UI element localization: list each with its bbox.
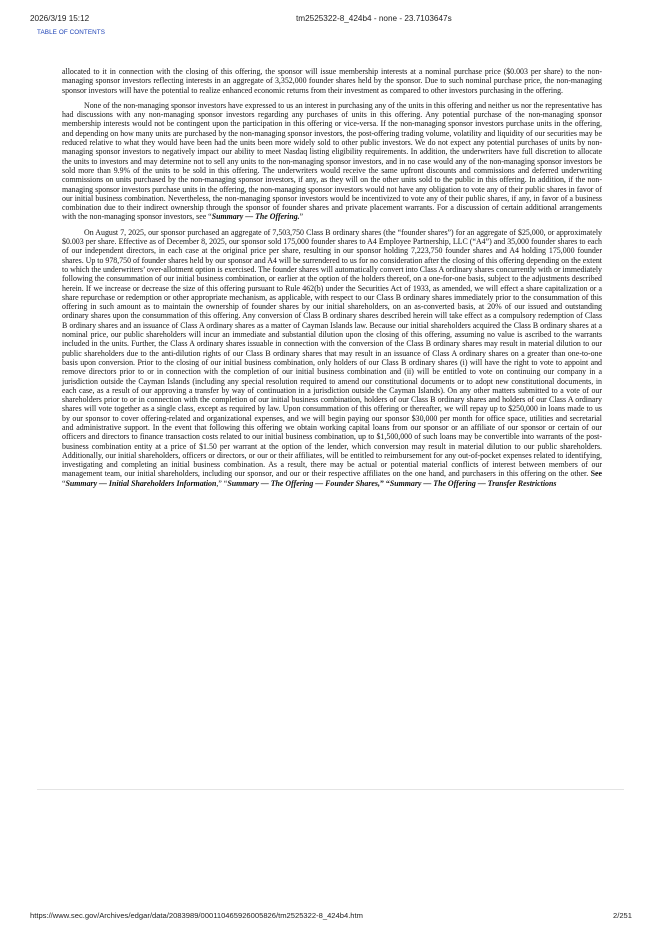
quote-open-1: “ <box>62 478 66 488</box>
browser-print-header <box>0 14 662 28</box>
page-number: 2/251 <box>612 911 632 920</box>
paragraph-2-close-quote: ” <box>299 212 304 222</box>
quote-separator-1: ,” “ <box>216 478 228 488</box>
table-of-contents-link[interactable]: TABLE OF CONTENTS <box>37 29 106 36</box>
paragraph-2-text: None of the non-managing sponsor investors have expressed to us an interest in purchasing any of the units in this offering and neither us nor the representative has had discussions with any non-managing sponsor investors regarding any purchases of units in this offering. Any potential purchase of the non-managing sponsor membership interests would not be contingent upon the participation in this offering or vice-versa. If the non-managing sponsor investors purchase units in the offering, and depending on how many units are purchased by the non-managing sponsor investors, the post-offering trading volume, volatility and liquidity of our securities may be reduced relative to what they would have been had the units been more widely sold to other public investors. We do not expect any potential purchases of units by non-managing sponsor investors to negatively impact our ability to meet Nasdaq listing eligibility requirements. In addition, the underwriters have full discretion to allocate the units to investors and may determine not to sell any units to the non-managing sponsor investors, and in no case would any of the non-managing sponsor investors be sold more than 9.9% of the units to be sold in this offering. The underwriters would receive the same upfront discounts and commissions and deferred underwriting commissions on units purchased by the non-managing sponsor investors, if any, as they will on the other units sold to the public in this offering. In addition, if the non-managing sponsor investors purchase units in the offering, the non-managing sponsor investors would not have any obligation to vote any of their public shares in favor of our initial business combination. Nevertheless, the non-managing sponsor investors would be incentivized to vote any of their public shares, if any, in favor of a business combination due to their indirect ownership through the sponsor of founder shares and private placement warrants. For a discussion of certain additional arrangements with the non-managing sponsor investors, see “ <box>62 100 602 222</box>
document-body <box>62 67 602 494</box>
print-doc-title: tm2525322-8_424b4 - none - 23.7103647s <box>296 14 452 23</box>
browser-print-footer <box>0 911 662 923</box>
paragraph-3-text: On August 7, 2025, our sponsor purchased an aggregate of 7,503,750 Class B ordinary shares (the “founder shares”) for an aggregate of $25,000, or approximately $0.003 per share. Effective as of December 8, 2025, our sponsor sold 175,000 founder shares to A4 Employee Partnership, LLC (“A4”) and 35,000 founder shares to each of our independent directors, in each case at the original price per share, resulting in our sponsor holding 7,223,750 founder shares and A4 holding 175,000 founder shares. Up to 978,750 of founder shares held by our sponsor and A4 will be surrendered to us for no consideration after the closing of this offering depending on the extent to which the underwriters’ over-allotment option is exercised. The founder shares will automatically convert into Class A ordinary shares concurrently with or immediately following the consummation of our initial business combination, or earlier at the option of the holders thereof, on a one-for-one basis, subject to the adjustments described herein. If we increase or decrease the size of this offering pursuant to Rule 462(b) under the Securities Act of 1933, as amended, we will effect a share capitalization or a share repurchase or redemption or other appropriate mechanism, as applicable, with respect to our Class B ordinary shares immediately prior to the consummation of this offering in such amount as to maintain the ownership of founder shares by our initial shareholders, on an as-converted basis, at 20% of our issued and outstanding ordinary shares upon the consummation of this offering. Any conversion of Class B ordinary shares described herein will take effect as a compulsory redemption of Class B ordinary shares and an issuance of Class A ordinary shares as a matter of Cayman Islands law. Because our initial shareholders acquired the Class B ordinary shares at a nominal price, our public shareholders will incur an immediate and substantial dilution upon the closing of this offering, assuming no value is ascribed to the warrants included in the units. Further, the Class A ordinary shares issuable in connection with the conversion of the Class B ordinary shares may result in material dilution to our public shareholders due to the anti-dilution rights of our Class B ordinary shares that may result in an issuance of Class A ordinary shares on a greater than one-to-one basis upon conversion. Prior to the closing of our initial business combination, only holders of our Class B ordinary shares (i) will have the right to vote to appoint and remove directors prior to or in connection with the completion of our initial business combination and (ii) will be entitled to vote on continuing our company in a jurisdiction outside the Cayman Islands (including any special resolution required to amend our constitutional documents or to adopt new constitutional documents, in each case, as a result of our approving a transfer by way of continuation in a jurisdiction outside the Cayman Islands). On any other matters submitted to a vote of our shareholders prior to or in connection with the completion of our initial business combination, holders of our Class B ordinary shares and holders of our Class A ordinary shares will vote together as a single class, except as required by law. Upon consummation of this offering or thereafter, we will repay up to $250,000 in loans made to us by our sponsor to cover offering-related and organizational expenses, and we will begin paying our sponsor $30,000 per month for office space, utilities and secretarial and administrative support. In the event that following this offering we obtain working capital loans from our sponsor or an affiliate of our sponsor or certain of our officers and directors to finance transaction costs related to our initial business combination, up to $1,500,000 of such loans may be convertible into warrants of the post-business combination entity at a price of $1.50 per warrant at the option of the lender, which conversion may result in material dilution to our public shareholders. Additionally, our initial shareholders, officers or directors, or our or their affiliates, will be entitled to reimbursement for any out-of-pocket expenses related to identifying, investigating and completing an initial business combination. As a result, there may be actual or potential material conflicts of interest between members of our management team, our initial shareholders, including our sponsor, and our or their respective affiliates on the one hand, and purchasers in this offering on the other. <box>62 227 602 479</box>
paragraph-2 <box>62 101 602 222</box>
see-label: See <box>590 469 602 479</box>
print-url: https://www.sec.gov/Archives/edgar/data/2083989/000110465926005826/tm2525322-8_424b4.htm <box>30 911 363 920</box>
initial-shareholders-reference: Summary — Initial Shareholders Information <box>65 478 217 488</box>
print-datetime: 2026/3/19 15:12 <box>30 14 90 23</box>
summary-offering-reference: Summary — The Offering. <box>211 212 300 222</box>
founder-shares-reference: Summary — The Offering — Founder Shares, <box>227 478 380 488</box>
page-divider <box>37 789 624 790</box>
transfer-restrictions-reference: Summary — The Offering — Transfer Restrictions <box>389 478 557 488</box>
quote-separator-2: ” “ <box>379 478 390 488</box>
paragraph-1: allocated to it in connection with the closing of this offering, the sponsor will issue membership interests at a nominal purchase price ($0.003 per share) to the non-managing sponsor investors reflecting interests in an aggregate of 3,352,000 founder shares held by the sponsor. Due to such nominal purchase price, the non-managing sponsor investors will have the potential to realize enhanced economic returns from their investment as compared to other investors purchasing in the offering. <box>62 67 602 95</box>
paragraph-3 <box>62 228 602 488</box>
